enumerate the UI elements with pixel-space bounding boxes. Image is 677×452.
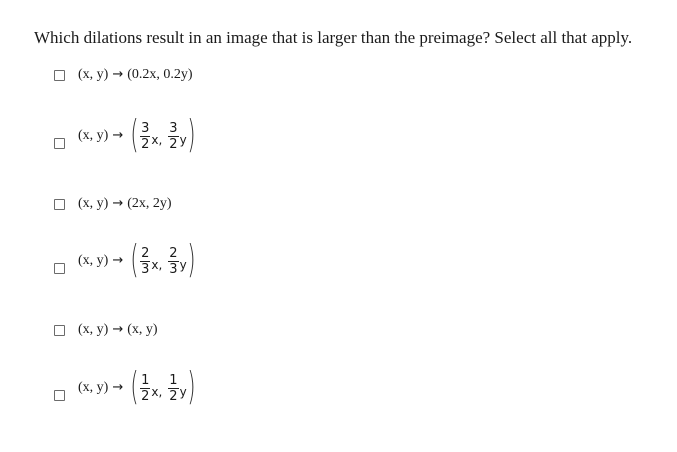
checkbox-icon[interactable] bbox=[54, 199, 65, 210]
fraction-numerator: 1 bbox=[141, 372, 150, 388]
checkbox-icon[interactable] bbox=[54, 325, 65, 336]
fraction-denominator: 3 bbox=[141, 261, 150, 277]
comma: , bbox=[158, 385, 163, 399]
checkbox-icon[interactable] bbox=[54, 70, 65, 81]
option-expression bbox=[78, 196, 172, 212]
option-rhs: (0.2x, 0.2y) bbox=[127, 67, 193, 82]
variable-x: x bbox=[151, 133, 159, 147]
option-rhs: (x, y) bbox=[127, 322, 158, 337]
fraction bbox=[168, 374, 178, 403]
fraction-numerator: 3 bbox=[169, 120, 178, 136]
checkbox-icon[interactable] bbox=[54, 390, 65, 401]
variable-x: x bbox=[151, 385, 159, 399]
fraction-numerator: 2 bbox=[141, 245, 150, 261]
left-paren: ( bbox=[130, 237, 139, 281]
option-rhs: (2x, 2y) bbox=[127, 196, 172, 211]
arrow-icon: → bbox=[112, 128, 124, 143]
comma: , bbox=[158, 258, 163, 272]
left-paren: ( bbox=[130, 364, 139, 408]
fraction bbox=[168, 247, 178, 276]
variable-y: y bbox=[179, 385, 187, 399]
answer-option-4[interactable] bbox=[54, 237, 199, 281]
fraction-denominator: 3 bbox=[169, 261, 178, 277]
option-rhs-math bbox=[127, 364, 198, 408]
arrow-icon: → bbox=[112, 253, 124, 268]
variable-y: y bbox=[179, 258, 187, 272]
option-lhs: (x, y) bbox=[78, 128, 109, 143]
option-lhs: (x, y) bbox=[78, 196, 109, 211]
fraction bbox=[140, 247, 150, 276]
option-lhs: (x, y) bbox=[78, 253, 109, 268]
option-expression bbox=[78, 322, 158, 338]
variable-x: x bbox=[151, 258, 159, 272]
answer-option-6[interactable] bbox=[54, 364, 199, 408]
comma: , bbox=[158, 133, 163, 147]
checkbox-icon[interactable] bbox=[54, 138, 65, 149]
option-lhs: (x, y) bbox=[78, 67, 109, 82]
checkbox-icon[interactable] bbox=[54, 263, 65, 274]
right-paren: ) bbox=[187, 364, 196, 408]
fraction bbox=[140, 122, 150, 151]
fraction bbox=[168, 122, 178, 151]
right-paren: ) bbox=[187, 112, 196, 156]
option-expression bbox=[78, 364, 199, 408]
question-text: Which dilations result in an image that is larger than the preimage? Select all that apply. bbox=[34, 28, 633, 47]
fraction-denominator: 2 bbox=[169, 388, 178, 404]
fraction-numerator: 3 bbox=[141, 120, 150, 136]
fraction-denominator: 2 bbox=[169, 136, 178, 152]
arrow-icon: → bbox=[112, 196, 124, 211]
right-paren: ) bbox=[187, 237, 196, 281]
option-lhs: (x, y) bbox=[78, 380, 109, 395]
option-rhs-math bbox=[127, 112, 198, 156]
arrow-icon: → bbox=[112, 322, 124, 337]
answer-option-3[interactable] bbox=[54, 196, 172, 212]
option-rhs-math bbox=[127, 237, 198, 281]
left-paren: ( bbox=[130, 112, 139, 156]
fraction-numerator: 1 bbox=[169, 372, 178, 388]
arrow-icon: → bbox=[112, 380, 124, 395]
answer-option-1[interactable] bbox=[54, 67, 193, 83]
option-lhs: (x, y) bbox=[78, 322, 109, 337]
arrow-icon: → bbox=[112, 67, 124, 82]
answer-option-2[interactable] bbox=[54, 112, 199, 156]
fraction bbox=[140, 374, 150, 403]
fraction-denominator: 2 bbox=[141, 388, 150, 404]
fraction-numerator: 2 bbox=[169, 245, 178, 261]
option-expression bbox=[78, 112, 199, 156]
option-expression bbox=[78, 237, 199, 281]
variable-y: y bbox=[179, 133, 187, 147]
option-expression bbox=[78, 67, 193, 83]
answer-option-5[interactable] bbox=[54, 322, 158, 338]
fraction-denominator: 2 bbox=[141, 136, 150, 152]
